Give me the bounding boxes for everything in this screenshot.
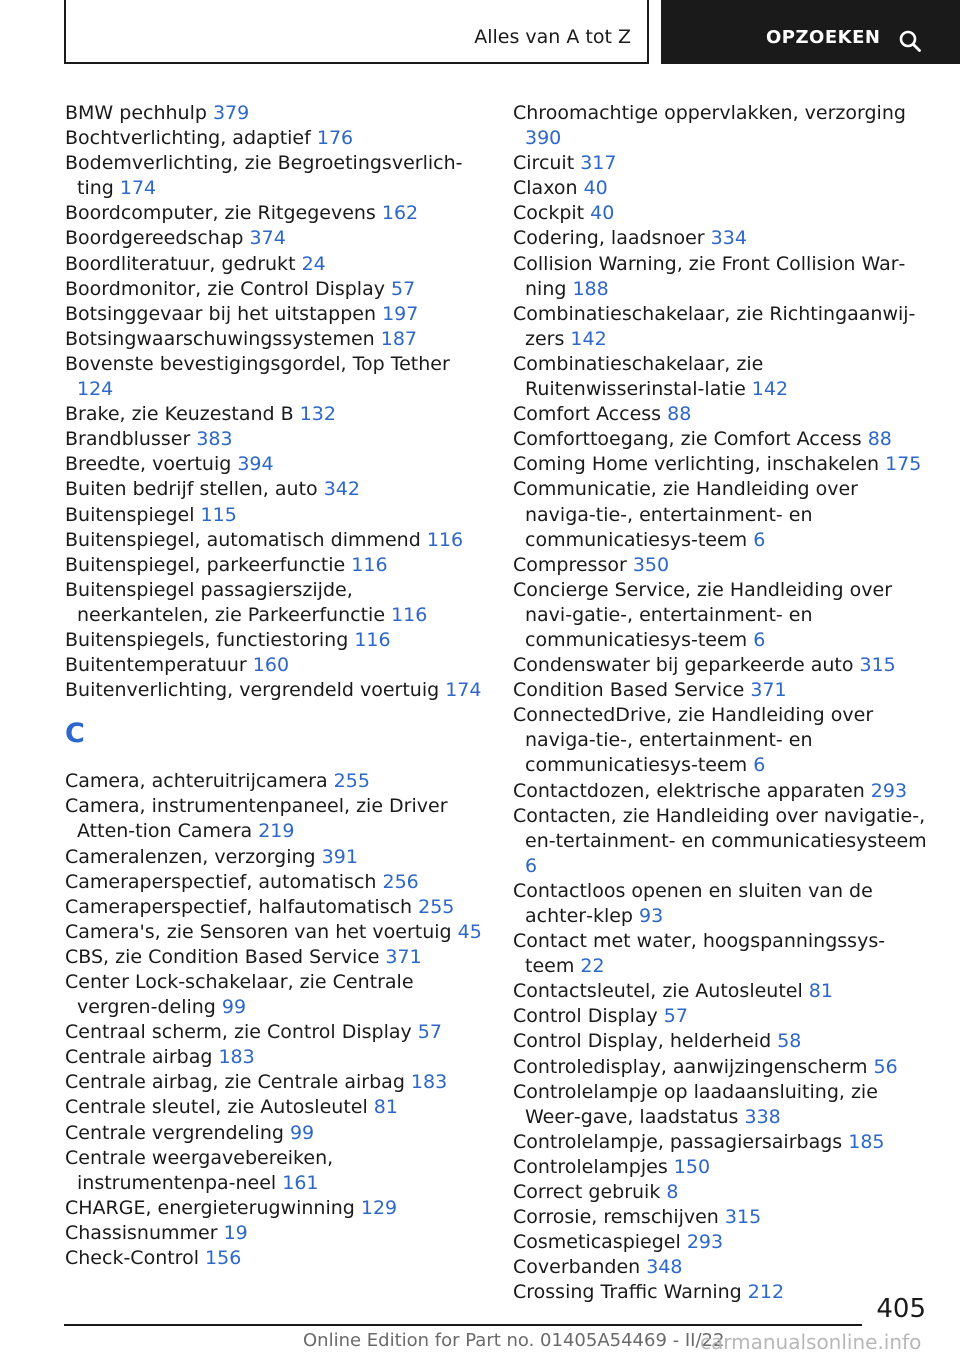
index-entry-term: Camera, achteruitrijcamera — [65, 770, 334, 793]
index-entry-page-link[interactable]: 40 — [583, 177, 608, 200]
index-entry-page-link[interactable]: 315 — [724, 1206, 762, 1229]
index-entry-page-link[interactable]: 24 — [301, 252, 326, 275]
index-entry — [513, 1205, 933, 1230]
index-entry-page-link[interactable]: 124 — [77, 378, 114, 401]
index-entry-term: Comforttoegang, zie Comfort Access — [513, 428, 868, 451]
index-entry-term: Controlelampje, passagiersairbags — [513, 1130, 849, 1153]
index-entry — [65, 252, 485, 277]
index-entry-term: Controlelampjes — [513, 1155, 674, 1178]
index-entry-page-link[interactable]: 350 — [632, 553, 670, 576]
index-entry-term: Cameraperspectief, automatisch — [65, 870, 383, 893]
index-entry — [513, 151, 933, 176]
index-entry-term: Centrale sleutel, zie Autosleutel — [65, 1096, 374, 1119]
index-entry-page-link[interactable]: 6 — [753, 754, 766, 777]
index-entry — [65, 528, 485, 553]
index-entry-term: Coming Home verlichting, inschakelen — [513, 453, 886, 476]
index-entry — [65, 945, 485, 970]
index-entry — [65, 1045, 485, 1070]
index-entry — [65, 870, 485, 895]
index-entry — [65, 769, 485, 794]
footer-divider — [64, 1324, 862, 1326]
index-entry — [513, 352, 933, 402]
index-entry-term: Center Lock-schakelaar, zie Centrale vergren‐deling — [65, 971, 414, 1019]
index-entry-term: Coverbanden — [513, 1256, 647, 1279]
index-entry — [513, 1055, 933, 1080]
index-entry — [513, 176, 933, 201]
index-entry — [513, 1155, 933, 1180]
index-entry-term: CHARGE, energieterugwinning — [65, 1196, 361, 1219]
index-entry-page-link[interactable]: 88 — [867, 428, 892, 451]
search-label[interactable]: OPZOEKEN — [766, 27, 881, 48]
index-entry — [65, 1121, 485, 1146]
index-entry-term: Centraal scherm, zie Control Display — [65, 1021, 418, 1044]
index-entry — [65, 1095, 485, 1120]
index-entry — [513, 101, 933, 151]
index-entry-term: Correct gebruik — [513, 1181, 667, 1204]
index-entry — [65, 503, 485, 528]
index-entry — [65, 970, 485, 1020]
index-entry-term: Bochtverlichting, adaptief — [65, 127, 317, 150]
index-entry — [65, 101, 485, 126]
index-entry — [513, 1280, 933, 1305]
index-entry-term: Combinatieschakelaar, zie Ruitenwisserinstal‐latie — [513, 352, 764, 401]
index-entry-page-link[interactable]: 293 — [686, 1231, 724, 1254]
index-entry-term: Codering, laadsnoer — [513, 227, 711, 250]
index-entry — [65, 845, 485, 870]
index-entry — [513, 779, 933, 804]
index-entry — [513, 452, 933, 477]
index-entry-page-link[interactable]: 174 — [445, 679, 482, 702]
index-entry — [65, 352, 485, 402]
index-entry — [513, 1029, 933, 1054]
index-entry — [65, 794, 485, 844]
index-entry-page-link[interactable]: 81 — [808, 980, 833, 1003]
index-entry-page-link[interactable]: 162 — [381, 202, 419, 225]
index-entry-page-link[interactable]: 45 — [457, 920, 482, 943]
index-entry-page-link[interactable]: 99 — [289, 1121, 315, 1144]
index-entry — [65, 1020, 485, 1045]
index-entry-term: Centrale weergavebereiken, instrumentenpa‐neel — [65, 1146, 334, 1194]
index-entry-term: Buitenspiegel, parkeerfunctie — [65, 553, 352, 576]
index-entry-page-link[interactable]: 99 — [221, 996, 247, 1019]
index-entry-page-link[interactable]: 115 — [200, 503, 237, 526]
index-entry — [513, 252, 933, 302]
index-entry — [65, 277, 485, 302]
index-entry-term: Boordcomputer, zie Ritgegevens — [65, 202, 382, 225]
index-entry-term: Centrale vergrendeling — [65, 1121, 290, 1144]
index-entry-term: Botsingwaarschuwingssystemen — [65, 327, 381, 350]
index-entry-term: Crossing Traffic Warning — [513, 1281, 748, 1304]
index-entry-page-link[interactable]: 391 — [321, 845, 358, 868]
index-entry-page-link[interactable]: 150 — [673, 1155, 711, 1178]
index-entry-term: Cosmeticaspiegel — [513, 1231, 687, 1254]
index-entry-page-link[interactable]: 317 — [580, 152, 617, 175]
index-group-b — [65, 101, 485, 703]
index-entry-term: Contactsleutel, zie Autosleutel — [513, 980, 809, 1003]
index-entry-page-link[interactable]: 22 — [580, 955, 605, 978]
index-entry-page-link[interactable]: 19 — [223, 1221, 248, 1244]
index-entry-page-link[interactable]: 116 — [354, 628, 391, 651]
index-entry — [513, 578, 933, 653]
index-entry-term: Buitenspiegel — [65, 503, 201, 526]
index-entry-page-link[interactable]: 57 — [417, 1021, 442, 1044]
index-entry-page-link[interactable]: 156 — [205, 1247, 242, 1270]
index-entry-term: Cockpit — [513, 202, 591, 225]
index-column-right — [513, 101, 933, 1306]
index-entry — [65, 653, 485, 678]
index-entry — [65, 151, 485, 201]
index-entry-term: Comfort Access — [513, 403, 668, 426]
index-entry-page-link[interactable]: 185 — [848, 1130, 885, 1153]
index-entry-term: Boordmonitor, zie Control Display — [65, 277, 392, 300]
index-entry — [65, 226, 485, 251]
index-group-c — [65, 769, 485, 1271]
search-tab[interactable] — [661, 0, 960, 64]
index-entry-page-link[interactable]: 348 — [646, 1256, 683, 1279]
index-entry-page-link[interactable]: 255 — [333, 770, 370, 793]
index-entry — [65, 477, 485, 502]
index-entry-term: CBS, zie Condition Based Service — [65, 945, 386, 968]
index-entry-term: Centrale airbag — [65, 1046, 219, 1069]
index-entry — [513, 201, 933, 226]
index-entry — [65, 553, 485, 578]
index-entry — [65, 427, 485, 452]
index-entry-page-link[interactable]: 174 — [119, 177, 157, 200]
index-entry-term: Chroomachtige oppervlakken, verzorging — [513, 102, 906, 124]
index-entry-page-link[interactable]: 57 — [663, 1005, 688, 1028]
index-entry-term: Brandblusser — [65, 428, 197, 451]
index-entry-page-link[interactable]: 116 — [426, 528, 464, 551]
index-entry-term: Collision Warning, zie Front Collision War‐ning — [513, 252, 906, 300]
index-entry-term: Contactloos openen en sluiten van de achter‐klep — [513, 879, 873, 927]
index-entry-page-link[interactable]: 256 — [382, 870, 419, 893]
index-entry-term: Buitenspiegel, automatisch dimmend — [65, 528, 427, 551]
index-entry-term: Claxon — [513, 177, 584, 200]
index-entry-page-link[interactable]: 6 — [753, 528, 766, 551]
index-entry — [513, 804, 933, 879]
index-entry-page-link[interactable]: 56 — [873, 1055, 898, 1078]
index-entry-term: Control Display — [513, 1005, 664, 1028]
index-entry-term: Combinatieschakelaar, zie Richtingaanwij‐zers — [513, 302, 916, 350]
index-entry-page-link[interactable]: 374 — [249, 227, 286, 250]
index-entry-term: Condition Based Service — [513, 679, 751, 702]
index-entry — [65, 578, 485, 628]
index-entry-page-link[interactable]: 58 — [777, 1030, 802, 1053]
index-column-left — [65, 101, 485, 1271]
index-entry-page-link[interactable]: 183 — [218, 1046, 255, 1069]
index-entry-term: Buitenspiegels, functiestoring — [65, 628, 355, 651]
index-entry-term: Contact met water, hoogspanningssys‐teem — [513, 930, 886, 978]
index-entry-page-link[interactable]: 6 — [753, 628, 766, 651]
index-entry-term: Condenswater bij geparkeerde auto — [513, 654, 860, 677]
index-entry — [65, 678, 485, 703]
index-entry-page-link[interactable]: 197 — [382, 302, 419, 325]
index-entry-page-link[interactable]: 175 — [885, 453, 922, 476]
index-entry-page-link[interactable]: 8 — [666, 1181, 679, 1204]
index-entry-page-link[interactable]: 40 — [590, 202, 615, 225]
index-entry-term: Camera's, zie Sensoren van het voertuig — [65, 920, 458, 943]
edition-note: Online Edition for Part no. 01405A54469 - II/22 — [303, 1330, 725, 1351]
index-entry-term: Buitenspiegel passagierszijde, neerkantelen, zie Parkeerfunctie — [65, 578, 392, 626]
index-entry — [513, 226, 933, 251]
index-entry — [65, 628, 485, 653]
index-entry — [513, 1180, 933, 1205]
index-entry-term: Buiten bedrijf stellen, auto — [65, 478, 324, 501]
index-entry — [513, 678, 933, 703]
index-entry-page-link[interactable]: 57 — [391, 277, 416, 300]
index-entry-page-link[interactable]: 88 — [667, 403, 692, 426]
index-entry — [65, 452, 485, 477]
watermark: carmanualsonline.info — [700, 1330, 922, 1354]
index-entry-term: Contactdozen, elektrische apparaten — [513, 779, 871, 802]
page-number: 405 — [876, 1294, 926, 1324]
index-entry — [513, 427, 933, 452]
index-entry-page-link[interactable]: 219 — [258, 820, 295, 843]
index-entry — [513, 402, 933, 427]
index-entry — [513, 1004, 933, 1029]
index-group-c-continued — [513, 101, 933, 1306]
index-entry — [65, 895, 485, 920]
index-entry-page-link[interactable]: 371 — [385, 945, 422, 968]
index-entry-term: ConnectedDrive, zie Handleiding over naviga‐tie-, entertainment- en communicatiesys‐teem — [513, 704, 874, 777]
index-entry-term: Brake, zie Keuzestand B — [65, 403, 300, 426]
index-entry — [65, 302, 485, 327]
index-entry-page-link[interactable]: 132 — [299, 403, 336, 426]
index-entry-page-link[interactable]: 188 — [572, 277, 609, 300]
index-entry — [65, 1070, 485, 1095]
index-entry-term: Controlelampje op laadaansluiting, zie Weer‐gave, laadstatus — [513, 1080, 878, 1128]
index-entry — [65, 1196, 485, 1221]
index-entry — [65, 1221, 485, 1246]
index-entry-page-link[interactable]: 315 — [859, 654, 896, 677]
index-entry-page-link[interactable]: 142 — [570, 327, 607, 350]
index-entry-term: Centrale airbag, zie Centrale airbag — [65, 1071, 411, 1094]
index-entry-term: Check-Control — [65, 1247, 206, 1270]
index-entry — [65, 327, 485, 352]
chapter-title: Alles van A tot Z — [474, 26, 631, 48]
index-entry — [513, 477, 933, 552]
index-entry — [513, 879, 933, 929]
index-entry-page-link[interactable]: 160 — [252, 654, 290, 677]
index-entry — [513, 1130, 933, 1155]
index-entry — [65, 920, 485, 945]
index-entry-term: Circuit — [513, 152, 581, 175]
index-entry — [513, 653, 933, 678]
index-entry-term: Control Display, helderheid — [513, 1030, 778, 1053]
index-entry-page-link[interactable]: 176 — [316, 127, 354, 150]
index-entry-page-link[interactable]: 6 — [525, 854, 538, 877]
index-entry — [513, 929, 933, 979]
index-entry-page-link[interactable]: 379 — [212, 102, 250, 124]
index-entry-page-link[interactable]: 187 — [380, 327, 418, 350]
index-entry-term: Botsinggevaar bij het uitstappen — [65, 302, 383, 325]
index-entry-page-link[interactable]: 390 — [525, 127, 562, 150]
index-entry-term: Buitenverlichting, vergrendeld voertuig — [65, 679, 446, 702]
index-entry-page-link[interactable]: 212 — [747, 1281, 785, 1304]
index-entry — [65, 126, 485, 151]
index-entry-term: Controledisplay, aanwijzingenscherm — [513, 1055, 874, 1078]
index-entry — [513, 703, 933, 778]
index-entry-term: Contacten, zie Handleiding over navigatie-, en‐tertainment- en communicatiesysteem — [513, 804, 927, 852]
index-entry-term: Concierge Service, zie Handleiding over navi‐gatie-, entertainment- en communicatiesys‐teem — [513, 578, 893, 651]
index-entry-page-link[interactable]: 255 — [418, 895, 455, 918]
index-entry-page-link[interactable]: 293 — [870, 779, 908, 802]
index-entry-term: Bodemverlichting, zie Begroetingsverlich‐ting — [65, 152, 463, 200]
index-entry-page-link[interactable]: 81 — [373, 1096, 398, 1119]
index-entry — [513, 1080, 933, 1130]
index-entry — [513, 1255, 933, 1280]
index-entry — [65, 402, 485, 427]
index-entry-page-link[interactable]: 342 — [323, 478, 360, 501]
index-entry — [513, 302, 933, 352]
index-entry-term: Boordliteratuur, gedrukt — [65, 252, 302, 275]
index-entry — [513, 979, 933, 1004]
index-entry-term: Corrosie, remschijven — [513, 1206, 725, 1229]
index-entry-term: Breedte, voertuig — [65, 453, 238, 476]
index-entry-page-link[interactable]: 394 — [237, 453, 274, 476]
index-entry-term: Cameraperspectief, halfautomatisch — [65, 895, 419, 918]
index-entry-page-link[interactable]: 116 — [351, 553, 388, 576]
index-entry-term: Boordgereedschap — [65, 227, 250, 250]
index-entry-page-link[interactable]: 383 — [196, 428, 233, 451]
index-entry-page-link[interactable]: 129 — [360, 1196, 398, 1219]
index-entry-term: Communicatie, zie Handleiding over naviga‐tie-, entertainment- en communicatiesys‐teem — [513, 478, 858, 551]
index-entry — [513, 553, 933, 578]
index-entry-term: Buitentemperatuur — [65, 654, 253, 677]
index-entry-term: Chassisnummer — [65, 1221, 224, 1244]
header-title-box — [64, 0, 649, 64]
section-letter-c: C — [65, 718, 85, 750]
index-entry-page-link[interactable]: 183 — [410, 1071, 448, 1094]
index-entry-page-link[interactable]: 338 — [744, 1105, 781, 1128]
index-entry — [65, 201, 485, 226]
index-entry-term: Bovenste bevestigingsgordel, Top Tether — [65, 352, 450, 375]
index-entry-page-link[interactable]: 371 — [750, 679, 787, 702]
index-entry-term: BMW pechhulp — [65, 102, 213, 124]
index-entry-page-link[interactable]: 142 — [751, 378, 789, 401]
index-entry — [65, 1246, 485, 1271]
index-entry-page-link[interactable]: 116 — [391, 603, 428, 626]
index-entry-page-link[interactable]: 161 — [282, 1171, 319, 1194]
index-entry-term: Camera, instrumentenpaneel, zie Driver Atten‐tion Camera — [65, 795, 448, 843]
index-entry — [65, 1146, 485, 1196]
index-entry-page-link[interactable]: 334 — [710, 227, 747, 250]
search-icon[interactable] — [898, 29, 922, 53]
index-entry — [513, 1230, 933, 1255]
index-entry-page-link[interactable]: 93 — [639, 905, 664, 927]
index-entry-term: Compressor — [513, 553, 633, 576]
index-entry-term: Cameralenzen, verzorging — [65, 845, 322, 868]
